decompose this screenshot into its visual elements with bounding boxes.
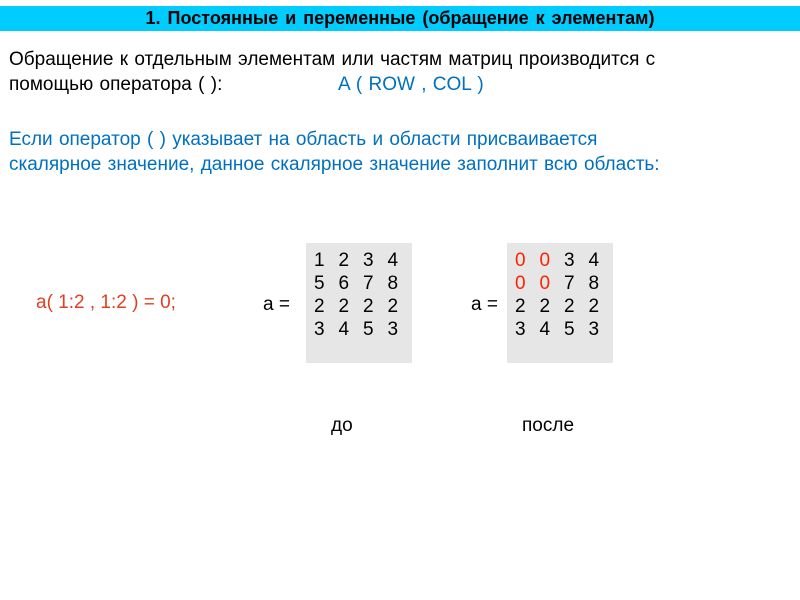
matrix-cell: 3 [564,250,575,271]
matrix-cell: 8 [588,273,600,294]
matrix-cell: 3 [515,319,526,340]
matrix-row [306,318,412,341]
matrix-cell: 4 [588,250,600,271]
caption-before: до [331,415,353,436]
syntax-example: A ( ROW , COL ) [338,74,484,95]
matrix-cell: 5 [564,319,575,340]
matrix-row [507,295,613,318]
matrix-after [507,243,613,363]
matrix-cell: 4 [387,250,399,271]
matrix-row [507,249,613,272]
rule-line-1: Если оператор ( ) указывает на область и области присваивается [9,129,598,150]
matrix-row [306,249,412,272]
intro-line-1: Обращение к отдельным элементам или частям матриц производится с [9,49,656,70]
matrix-cell: 2 [539,296,551,317]
matrix-cell: 8 [387,273,399,294]
intro-paragraph [9,47,789,97]
caption-after: после [522,415,575,436]
matrix-cell: 6 [338,273,350,294]
matrix-cell: 2 [338,250,350,271]
matrix-cell: 2 [387,296,399,317]
matrix-cell: 4 [539,319,551,340]
matrix-before [306,243,412,363]
matrix-cell: 2 [588,296,600,317]
matrix-cell: 0 [515,250,526,271]
matrix-cell: 3 [363,250,374,271]
matrix-before-label: a = [263,294,290,315]
rule-paragraph [9,127,789,177]
matrix-cell: 7 [564,273,575,294]
matrix-cell: 7 [363,273,374,294]
matrix-cell: 2 [363,296,374,317]
matrix-cell: 2 [338,296,350,317]
intro-line-2: помощью оператора ( ): [9,74,223,95]
rule-line-2: скалярное значение, данное скалярное значение заполнит всю область: [9,154,660,175]
matrix-row [306,272,412,295]
matrix-row [306,295,412,318]
matrix-cell: 3 [588,319,600,340]
matrix-cell: 0 [515,273,526,294]
matrix-cell: 5 [363,319,374,340]
matrix-cell: 0 [539,273,551,294]
matrix-cell: 2 [314,296,325,317]
assignment-statement: a( 1:2 , 1:2 ) = 0; [36,292,176,313]
matrix-cell: 1 [314,250,325,271]
matrix-row [507,318,613,341]
matrix-cell: 3 [387,319,399,340]
matrix-cell: 3 [314,319,325,340]
matrix-row [507,272,613,295]
matrix-cell: 5 [314,273,325,294]
matrix-cell: 2 [515,296,526,317]
matrix-cell: 0 [539,250,551,271]
matrix-after-label: a = [471,294,498,315]
slide-title: 1. Постоянные и переменные (обращение к элементам) [0,6,800,31]
matrix-cell: 4 [338,319,350,340]
matrix-cell: 2 [564,296,575,317]
